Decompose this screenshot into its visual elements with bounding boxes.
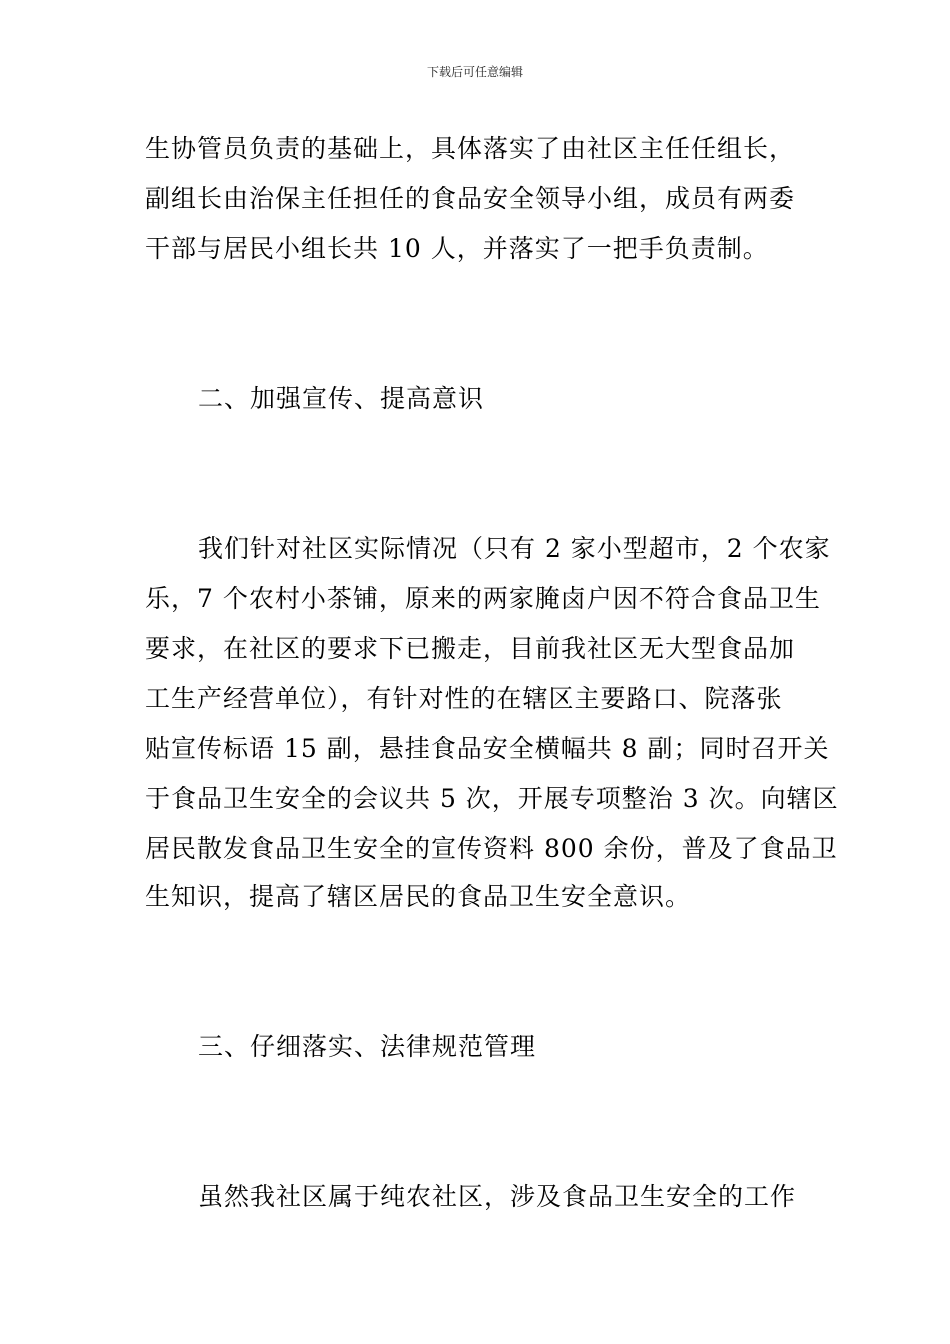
paragraph-line: 工生产经营单位），有针对性的在辖区主要路口、院落张	[145, 684, 783, 713]
paragraph-line: 虽然我社区属于纯农社区，涉及食品卫生安全的工作	[198, 1182, 797, 1211]
paragraph-line: 要求，在社区的要求下已搬走，目前我社区无大型食品加	[145, 634, 796, 663]
section-heading: 二、加强宣传、提高意识	[198, 384, 485, 413]
paragraph-line: 干部与居民小组长共 10 人，并落实了一把手负责制。	[145, 234, 769, 263]
paragraph-line: 我们针对社区实际情况（只有 2 家小型超市，2 个农家	[198, 534, 831, 563]
paragraph-line: 生知识，提高了辖区居民的食品卫生安全意识。	[145, 882, 692, 911]
paragraph-line: 于食品卫生安全的会议共 5 次，开展专项整治 3 次。向辖区	[145, 784, 839, 813]
paragraph-line: 副组长由治保主任担任的食品安全领导小组，成员有两委	[145, 184, 796, 213]
paragraph-line: 贴宣传标语 15 副，悬挂食品安全横幅共 8 副；同时召开关	[145, 734, 830, 763]
paragraph-line: 居民散发食品卫生安全的宣传资料 800 余份，普及了食品卫	[145, 834, 838, 863]
paragraph-line: 生协管员负责的基础上，具体落实了由社区主任任组长，	[145, 134, 796, 163]
paragraph-line: 乐，7 个农村小茶铺，原来的两家腌卤户因不符合食品卫生	[145, 584, 821, 613]
section-heading: 三、仔细落实、法律规范管理	[198, 1032, 537, 1061]
page-header-note: 下载后可任意编辑	[426, 65, 523, 79]
